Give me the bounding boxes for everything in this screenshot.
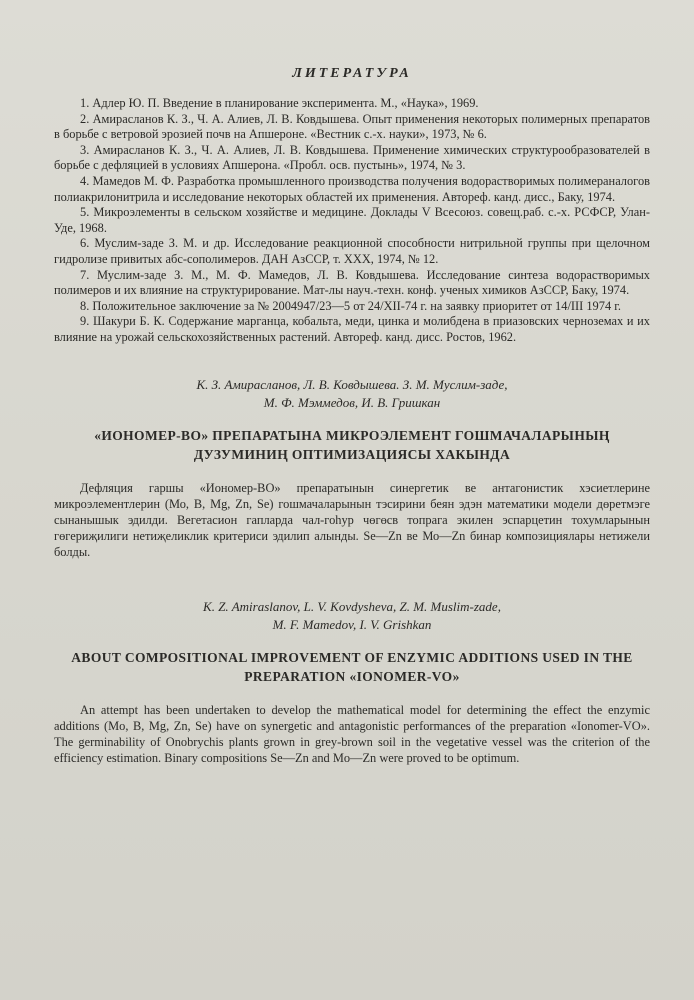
- reference-item: 7. Муслим-заде З. М., М. Ф. Мамедов, Л. В. Ковдышева. Исследование синтеза водорастворимых полимеров и их влияние на структурирование. Мат-лы науч.-техн. конф. ученых химиков АзССР, Баку, 1974.: [54, 267, 650, 298]
- reference-item: 6. Муслим-заде З. М. и др. Исследование реакционной способности нитрильной группы при щелочном гидролизе привитых абс-сополимеров. ДАН АзССР, т. XXX, 1974, № 12.: [54, 236, 650, 266]
- reference-item: 4. Мамедов М. Ф. Разработка промышленного производства получения водорастворимых полимераналогов полиакрилонитрила и исследование некоторых областей их применения. Автореф. канд. дисс., Баку, 1974.: [54, 173, 650, 204]
- english-authors-line1: K. Z. Amiraslanov, L. V. Kovdysheva, Z. M. Muslim-zade,: [203, 598, 501, 614]
- literature-heading: ЛИТЕРАТУРА: [292, 66, 412, 81]
- azeri-authors-line2: М. Ф. Мэммедов, И. В. Гришкан: [263, 394, 441, 410]
- english-title: ABOUT COMPOSITIONAL IMPROVEMENT OF ENZYMIC ADDITIONS USED IN THE PREPARATION «IONOMER-VO»: [71, 649, 633, 684]
- azeri-title: «ИОНОМЕР-ВО» ПРЕПАРАТЫНА МИКРОЭЛЕМЕНТ ГОШМАЧАЛАРЫНЫҢ ДУЗУМИНИҢ ОПТИМИЗАЦИЯСЫ ХАКЫНДА: [94, 427, 610, 462]
- english-summary: [54, 598, 650, 766]
- azeri-summary: [54, 376, 650, 560]
- azeri-abstract: Дефляция гаршы «Иономер-ВО» препаратынын синергетик ве антагонистик хэсиетлерине микроэлементлерин (Мо, В, Mg, Zn, Se) гошмачаларынын тэсирини беян эдэн математики модели дөрeтмэге сынанышык эдилди. Вегетасион гапларда чал-гоһур чөгөсв топрага экилен эспарцетин тохумларынын гөгериҗилиги нетиҗеликлик критериси эдилип алынды. Se—Zn ве Мо—Zn бинар композициялары нетижели болды.: [54, 480, 650, 559]
- azeri-authors-line1: К. З. Амирасланов, Л. В. Ковдышева. З. М. Муслим-заде,: [196, 376, 508, 392]
- english-authors-line2: M. F. Mamedov, I. V. Grishkan: [272, 616, 432, 632]
- reference-item: 9. Шакури Б. К. Содержание марганца, кобальта, меди, цинка и молибдена в приазовских черноземах и их влияние на урожай сельскохозяйственных растений. Автореф. канд. дисс. Ростов, 1962.: [54, 314, 650, 344]
- reference-list: [54, 96, 650, 346]
- reference-item: 8. Положительное заключение за № 2004947/23—5 от 24/XII-74 г. на заявку приоритет от 14/III 1974 г.: [80, 298, 622, 313]
- english-abstract: An attempt has been undertaken to develop the mathematical model for determining the effect the enzymic additions (Mo, B, Mg, Zn, Se) have on synergetic and antagonistic performances of the preparation «Ionomer-VO». The germinability of Onobrychis plants grown in grey-brown soil in the vegetative vessel was the criterion of the efficiency estimation. Binary compositions Se—Zn and Mo—Zn were proved to be optimum.: [54, 702, 650, 765]
- reference-item: 5. Микроэлементы в сельском хозяйстве и медицине. Доклады V Всесоюз. совещ.раб. с.-х. РСФСР, Улан-Уде, 1968.: [54, 205, 650, 235]
- reference-item: 3. Амирасланов К. З., Ч. А. Алиев, Л. В. Ковдышева. Применение химических структурообразователей в борьбе с дефляцией в условиях Апшерона. «Пробл. осв. пустынь», 1974, № 3.: [54, 142, 650, 173]
- reference-item: 1. Адлер Ю. П. Введение в планирование эксперимента. М., «Наука», 1969.: [80, 96, 479, 110]
- reference-item: 2. Амирасланов К. З., Ч. А. Алиев, Л. В. Ковдышева. Опыт применения некоторых полимерных препаратов в борьбе с ветровой эрозией почв на Апшероне. «Вестник с.-х. науки», 1973, № 6.: [54, 111, 650, 142]
